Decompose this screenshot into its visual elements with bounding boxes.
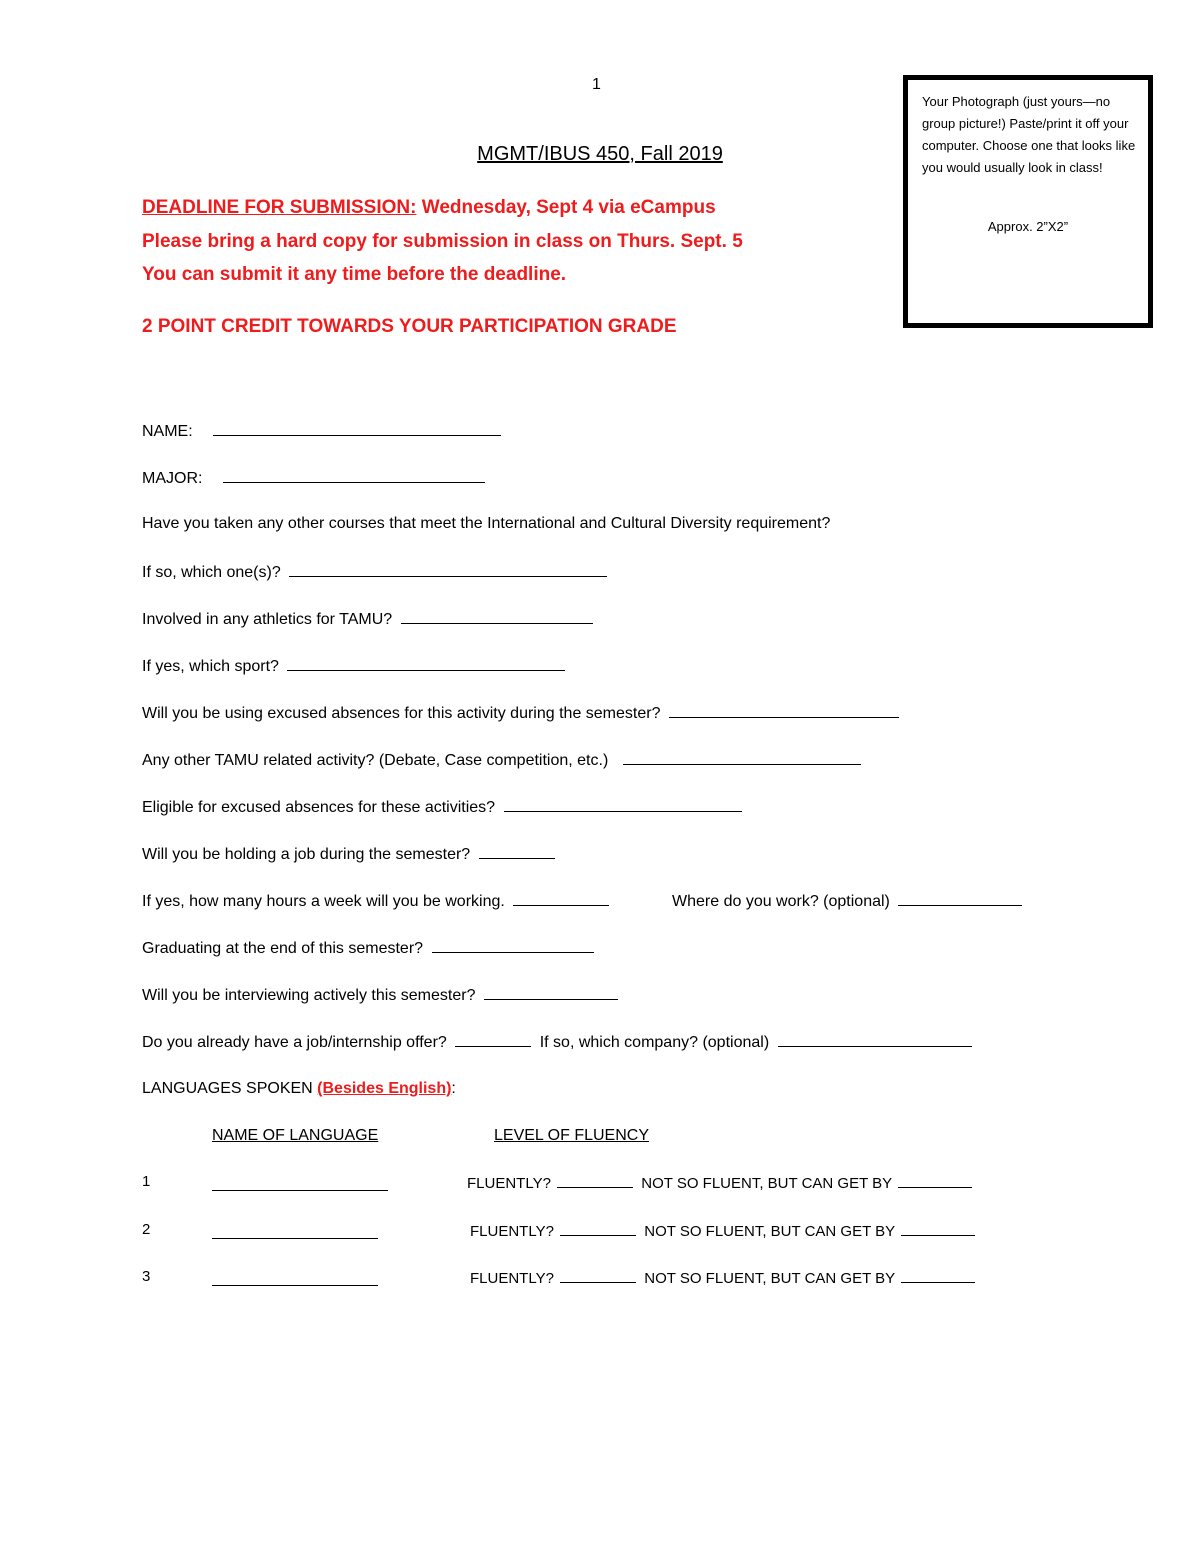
- which-courses-label: If so, which one(s)?: [142, 564, 281, 581]
- hard-copy-note: Please bring a hard copy for submission in class on Thurs. Sept. 5: [142, 231, 743, 252]
- interviewing-blank[interactable]: [484, 985, 618, 1000]
- fluently-blank[interactable]: [557, 1173, 633, 1188]
- job-row: [142, 844, 555, 864]
- where-work-row: [672, 891, 1022, 911]
- interviewing-row: [142, 985, 618, 1005]
- col-level-of-fluency: LEVEL OF FLUENCY: [494, 1127, 650, 1144]
- major-blank[interactable]: [223, 468, 485, 483]
- languages-heading-colon: :: [451, 1080, 456, 1097]
- excused-label: Will you be using excused absences for this activity during the semester?: [142, 705, 661, 722]
- languages-heading-text: LANGUAGES SPOKEN: [142, 1080, 313, 1097]
- page-number: 1: [592, 76, 601, 93]
- other-activity-blank[interactable]: [623, 750, 861, 765]
- languages-heading: [142, 1080, 456, 1098]
- languages-heading-note: (Besides English): [317, 1080, 452, 1097]
- major-label: MAJOR:: [142, 470, 203, 487]
- language-row-number: 2: [142, 1221, 151, 1238]
- major-row: [142, 468, 485, 488]
- sport-label: If yes, which sport?: [142, 658, 279, 675]
- course-title: MGMT/IBUS 450, Fall 2019: [477, 143, 723, 165]
- fluently-label: FLUENTLY?: [467, 1175, 551, 1192]
- graduating-row: [142, 938, 594, 958]
- eligible-row: [142, 797, 742, 817]
- company-label: If so, which company? (optional): [539, 1034, 770, 1051]
- other-activity-label: Any other TAMU related activity? (Debate, Case competition, etc.): [142, 752, 609, 769]
- where-work-label: Where do you work? (optional): [672, 893, 890, 910]
- company-blank[interactable]: [778, 1032, 972, 1047]
- deadline-line: [142, 197, 716, 219]
- fluency-row: [470, 1268, 975, 1287]
- fluently-label: FLUENTLY?: [470, 1223, 554, 1240]
- graduating-blank[interactable]: [432, 938, 594, 953]
- fluently-blank[interactable]: [560, 1221, 636, 1236]
- hours-row: [142, 891, 609, 911]
- athletics-label: Involved in any athletics for TAMU?: [142, 611, 393, 628]
- graduating-label: Graduating at the end of this semester?: [142, 940, 424, 957]
- name-label: NAME:: [142, 423, 193, 440]
- credit-note: 2 POINT CREDIT TOWARDS YOUR PARTICIPATION GRADE: [142, 316, 677, 337]
- offer-label: Do you already have a job/internship offer?: [142, 1034, 447, 1051]
- fluently-blank[interactable]: [560, 1268, 636, 1283]
- not-so-fluent-blank[interactable]: [901, 1268, 975, 1283]
- deadline-value: Wednesday, Sept 4 via eCampus: [416, 197, 716, 218]
- offer-blank[interactable]: [455, 1032, 531, 1047]
- sport-row: [142, 656, 565, 676]
- which-courses-blank[interactable]: [289, 562, 607, 577]
- icd-question: Have you taken any other courses that meet the International and Cultural Diversity requirement?: [142, 515, 831, 532]
- not-so-fluent-label: NOT SO FLUENT, BUT CAN GET BY: [644, 1270, 895, 1287]
- offer-row: [142, 1032, 972, 1052]
- eligible-label: Eligible for excused absences for these activities?: [142, 799, 496, 816]
- excused-row: [142, 703, 899, 723]
- fluency-row: [470, 1221, 975, 1240]
- photo-instructions: Your Photograph (just yours—no group picture!) Paste/print it off your computer. Choose one that looks like you would usually look in class!: [922, 94, 1136, 175]
- not-so-fluent-blank[interactable]: [898, 1173, 972, 1188]
- which-courses-row: [142, 562, 607, 582]
- submit-anytime-note: You can submit it any time before the deadline.: [142, 264, 567, 285]
- col-name-of-language: NAME OF LANGUAGE: [212, 1127, 379, 1144]
- name-blank[interactable]: [213, 421, 501, 436]
- fluently-label: FLUENTLY?: [470, 1270, 554, 1287]
- eligible-blank[interactable]: [504, 797, 742, 812]
- language-name-blank[interactable]: [212, 1224, 378, 1239]
- not-so-fluent-label: NOT SO FLUENT, BUT CAN GET BY: [644, 1223, 895, 1240]
- athletics-blank[interactable]: [401, 609, 593, 624]
- photo-size-note: Approx. 2”X2”: [987, 219, 1069, 234]
- job-label: Will you be holding a job during the semester?: [142, 846, 471, 863]
- language-name-blank[interactable]: [212, 1176, 388, 1191]
- athletics-row: [142, 609, 593, 629]
- language-row-number: 3: [142, 1268, 151, 1285]
- fluency-row: [467, 1173, 972, 1192]
- hours-blank[interactable]: [513, 891, 609, 906]
- not-so-fluent-blank[interactable]: [901, 1221, 975, 1236]
- deadline-label: DEADLINE FOR SUBMISSION:: [142, 197, 417, 218]
- sport-blank[interactable]: [287, 656, 565, 671]
- other-activity-row: [142, 750, 861, 770]
- photo-placeholder-box: [903, 75, 1153, 328]
- language-name-blank[interactable]: [212, 1271, 378, 1286]
- hours-label: If yes, how many hours a week will you be working.: [142, 893, 505, 910]
- name-row: [142, 421, 501, 441]
- job-blank[interactable]: [479, 844, 555, 859]
- not-so-fluent-label: NOT SO FLUENT, BUT CAN GET BY: [641, 1175, 892, 1192]
- excused-blank[interactable]: [669, 703, 899, 718]
- where-work-blank[interactable]: [898, 891, 1022, 906]
- interviewing-label: Will you be interviewing actively this semester?: [142, 987, 476, 1004]
- language-row-number: 1: [142, 1173, 151, 1190]
